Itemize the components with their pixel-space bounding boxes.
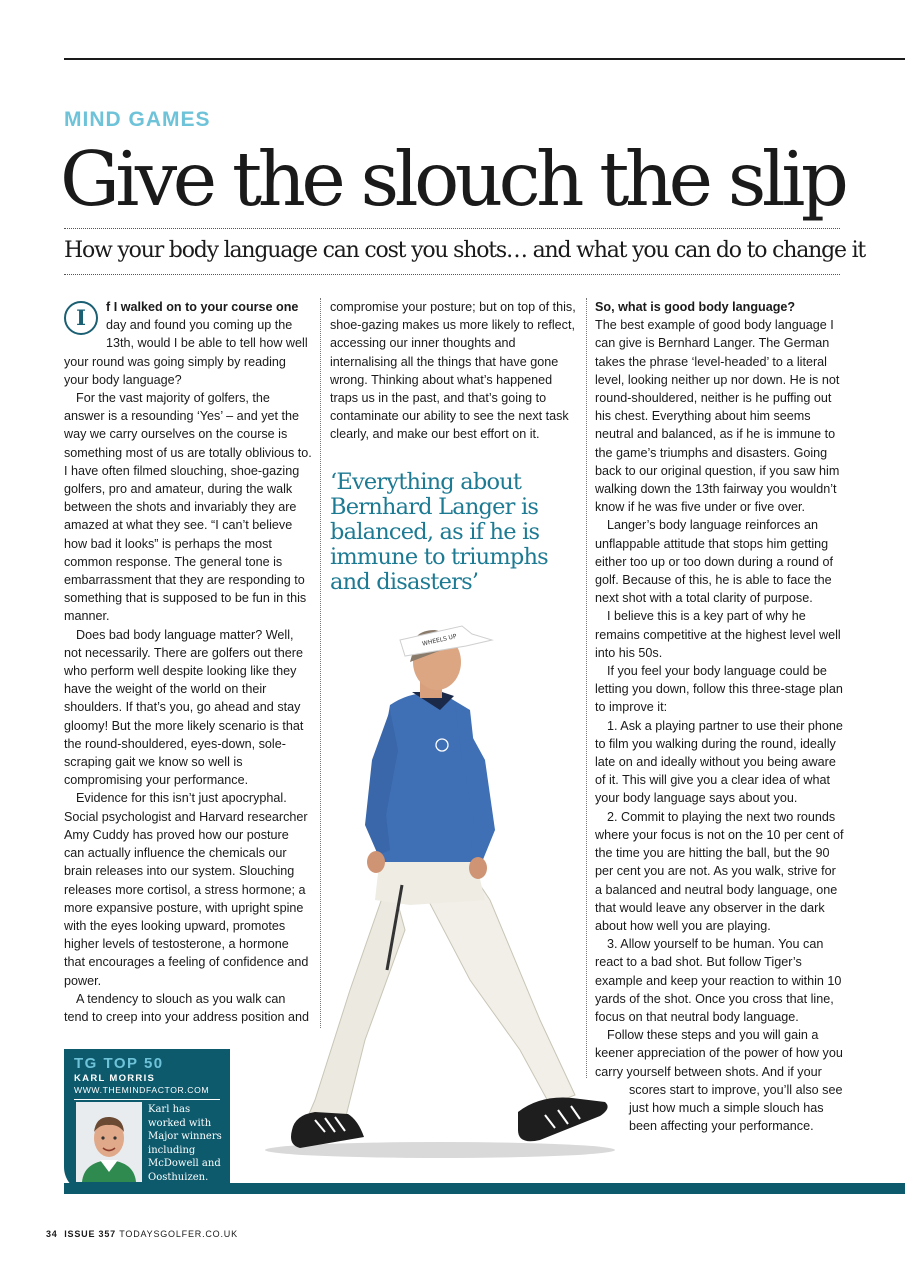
- drop-cap: I: [64, 301, 98, 335]
- paragraph: I believe this is a key part of why he remains competitive at the highest level well into his 50s.: [595, 609, 841, 660]
- visor-text: WHEELS UP: [421, 632, 458, 648]
- subhead: So, what is good body language?: [595, 300, 796, 314]
- paragraph: scores start to improve, you’ll also see just how much a simple slouch has been affecting your performance.: [629, 1082, 843, 1134]
- issue-number: ISSUE 357: [64, 1229, 116, 1239]
- paragraph: Evidence for this isn’t just apocryphal. Social psychologist and Harvard researcher Amy Cuddy has proved how our posture can actually influence the chemicals our brain releases into our system. Slouching releases more cortisol, a stress hormone; a more expansive posture, with upright spine with the eyes looking upward, promotes higher levels of testosterone, a hormone that encourages a feeling of confidence and power.: [64, 791, 309, 988]
- paragraph-text: day and found you coming up the 13th, would I be able to tell how well your round was going simply by reading your body language?: [64, 318, 308, 387]
- page-number: 34: [46, 1229, 58, 1239]
- paragraph: 3. Allow yourself to be human. You can react to a bad shot. But follow Tiger’s example and keep your reaction to within 10 yards of the shot. Once you cross that line, focus on that neutral body language.: [595, 937, 842, 1024]
- author-bio: Karl has worked with Major winners including McDowell and Oosthuizen.: [148, 1104, 222, 1183]
- author-website: WWW.THEMINDFACTOR.COM: [74, 1085, 210, 1095]
- divider: [74, 1099, 220, 1100]
- lead-in: f I walked on to your course one: [106, 300, 299, 314]
- top50-box: [64, 1049, 230, 1193]
- standfirst: How your body language can cost you shots… and what you can do to change it: [64, 238, 866, 263]
- paragraph: Langer’s body language reinforces an unflappable attitude that stops him getting either too up or too down during a round of golf. Because of this, he is able to face the next shot with a total clarity of purpose.: [595, 518, 834, 606]
- paragraph: The best example of good body language I can give is Bernhard Langer. The German takes the phrase ‘level-headed’ to a literal level, looking neither up nor down. He is not round-shouldered, neither is he puffing out his chest. Everything about him seems neutral and balanced, as if he is immune to the game’s triumphs and disasters. Going back to our original question, if you saw him walking down the 13th fairway you wouldn’t know if he was five under or five over.: [595, 318, 840, 515]
- paragraph: A tendency to slouch as you walk can tend to creep into your address position and: [64, 991, 310, 1024]
- article-column-2: [330, 298, 576, 444]
- pull-quote: ‘Everything about Bernhard Langer is balanced, as if he is immune to triumphs and disasters’: [330, 469, 548, 595]
- golfer-photo: [240, 600, 640, 1165]
- page-footer: [46, 1229, 238, 1239]
- author-photo: [76, 1102, 142, 1182]
- divider: [64, 274, 840, 275]
- paragraph: Follow these steps and you will gain a keener appreciation of the power of how you carry yourself between shots. And if your: [595, 1028, 843, 1079]
- paragraph: [64, 298, 312, 389]
- section-label: MIND GAMES: [64, 108, 211, 131]
- top50-title: TG TOP 50: [74, 1055, 164, 1072]
- paragraph: 2. Commit to playing the next two rounds where your focus is not on the 10 per cent of the time you are hitting the ball, but the 90 per cent you are not. As you walk, strive for a balanced and neutral body language, one that would leave any observer in the dark about how well you are playing.: [595, 809, 844, 933]
- page-title: Give the slouch the slip: [60, 135, 845, 223]
- paragraph: compromise your posture; but on top of this, shoe-gazing makes us more likely to reflect, accessing our inner thoughts and internalising all the things that have gone wrong. Thinking about what’s happened traps us in the past, and that’s going to contaminate our ability to see the next task clearly, and make our best effort on it.: [330, 300, 576, 442]
- author-name: KARL MORRIS: [74, 1073, 156, 1084]
- top-rule: [64, 58, 905, 60]
- paragraph: Does bad body language matter? Well, not necessarily. There are golfers out there who perform well despite looking like they have the weight of the world on their shoulders. If that’s you, go ahead and stay gloomy! But the more likely scenario is that the round-shouldered, eyes-down, sole-scraping gait we know so well is compromising your performance.: [64, 627, 304, 788]
- site-url: TODAYSGOLFER.CO.UK: [119, 1229, 238, 1239]
- paragraph: If you feel your body language could be letting you down, follow this three-stage plan to improve it:: [595, 664, 843, 715]
- paragraph: For the vast majority of golfers, the answer is a resounding ‘Yes’ – and yet the way we carry ourselves on the course is something most of us are totally oblivious to. I have often filmed slouching, shoe-gazing golfers, pro and amateur, during the walk between the shots and invariably they are amazed at what they see. “I can’t believe how bad it looks” is perhaps the most common response. The general tone is embarrassment that they are responding to something that is supposed to be fun in this manner.: [64, 391, 312, 624]
- paragraph: 1. Ask a playing partner to use their phone to film you walking during the round, ideally late on and ideally without you being aware of it. This will give you a clear idea of what your body language says about you.: [595, 718, 843, 806]
- divider: [64, 228, 840, 229]
